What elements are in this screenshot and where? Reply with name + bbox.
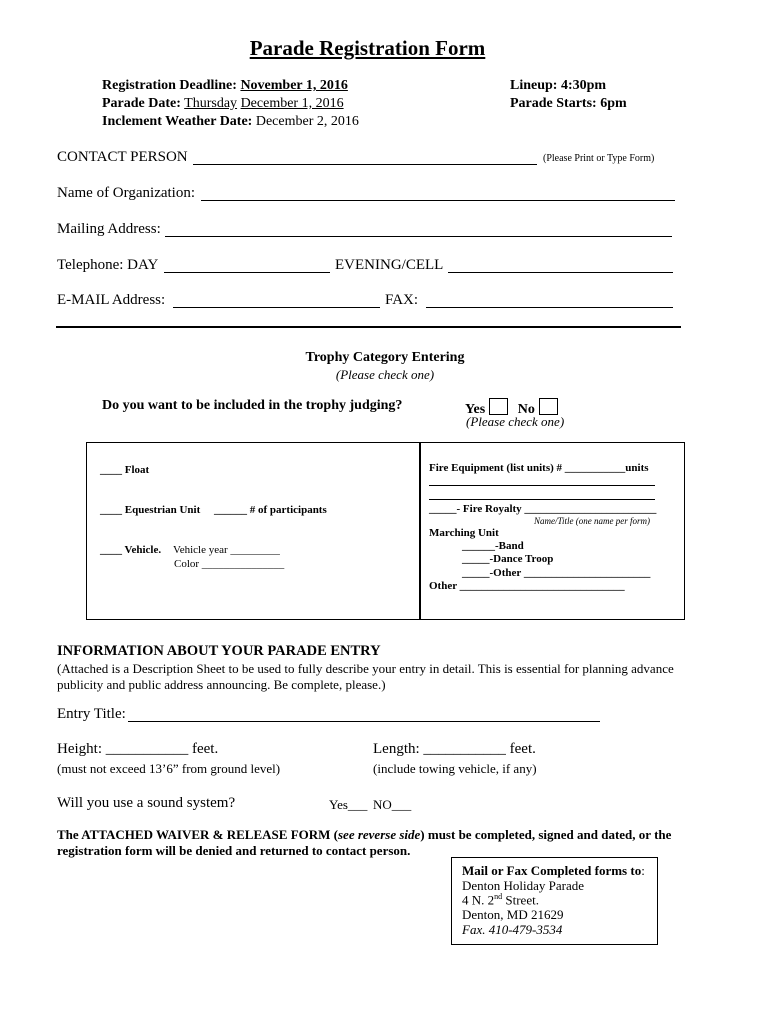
street-sup: nd — [494, 892, 503, 901]
category-float[interactable] — [100, 464, 149, 476]
yes-label: Yes — [465, 402, 486, 417]
length-field[interactable]: Length: ___________ feet. — [373, 741, 536, 757]
contact-note: (Please Print or Type Form) — [543, 153, 655, 164]
fire-equipment-line-2[interactable] — [429, 499, 655, 500]
parade-day: Thursday — [184, 96, 238, 111]
waiver-part-3: ) must be completed, signed and dated, or the — [420, 827, 672, 842]
mailing-address-field[interactable] — [165, 236, 672, 237]
marching-dance-troop[interactable]: _____-Dance Troop — [462, 553, 554, 565]
email-field[interactable] — [173, 307, 380, 308]
trophy-heading: Trophy Category Entering — [305, 350, 465, 365]
fire-royalty[interactable]: _____- Fire Royalty ________________________ — [429, 503, 657, 515]
no-checkbox[interactable] — [539, 398, 558, 415]
fire-royalty-note: Name/Title (one name per form) — [534, 516, 650, 526]
evening-cell-label: EVENING/CELL — [335, 257, 444, 273]
inclement-value: December 2, 2016 — [255, 114, 359, 129]
waiver-reverse-side: see reverse side — [337, 827, 421, 842]
no-label: No — [517, 402, 535, 417]
street-post: Street. — [502, 892, 539, 908]
fire-equipment[interactable]: Fire Equipment (list units) # ___________units — [429, 462, 649, 474]
organization-field[interactable] — [201, 200, 675, 201]
parade-start-time: Parade Starts: 6pm — [510, 96, 627, 111]
lineup-time: Lineup: 4:30pm — [510, 78, 607, 93]
inclement-weather-date — [102, 114, 359, 130]
category-other[interactable]: Other ______________________________ — [429, 580, 625, 592]
deadline-value: November 1, 2016 — [240, 78, 348, 93]
telephone-day-label: Telephone: DAY — [57, 257, 159, 273]
organization-label: Name of Organization: — [57, 185, 196, 201]
street-pre: 4 N. 2 — [462, 892, 495, 908]
marching-other[interactable]: _____-Other _______________________ — [462, 567, 651, 579]
marching-band[interactable]: ______-Band — [462, 540, 524, 552]
height-field[interactable]: Height: ___________ feet. — [57, 741, 219, 757]
deadline-label: Registration Deadline: — [102, 78, 237, 93]
sound-yes[interactable]: Yes___ — [329, 797, 368, 812]
contact-person-label: CONTACT PERSON — [57, 149, 188, 165]
fire-equipment-line-1[interactable] — [429, 485, 655, 486]
vehicle-year[interactable]: Vehicle year _________ — [173, 544, 280, 556]
length-note: (include towing vehicle, if any) — [373, 761, 537, 776]
mail-line-2 — [462, 892, 539, 908]
info-description-1: (Attached is a Description Sheet to be used to fully describe your entry in detail. This is essential for planning advance — [57, 661, 674, 676]
mail-line-3: Denton, MD 21629 — [462, 907, 564, 922]
section-divider — [56, 326, 681, 328]
mailing-address-label: Mailing Address: — [57, 221, 161, 237]
fax-label: FAX: — [385, 292, 419, 308]
float-label: ____ Float — [100, 464, 150, 476]
inclement-label: Inclement Weather Date: — [102, 114, 253, 129]
mail-fax: Fax. 410-479-3534 — [462, 922, 563, 937]
trophy-check-one-2: (Please check one) — [466, 414, 565, 429]
telephone-day-field[interactable] — [164, 272, 330, 273]
waiver-part-1: The ATTACHED WAIVER & RELEASE FORM ( — [57, 827, 338, 842]
mail-heading — [462, 863, 645, 879]
waiver-text-1 — [57, 827, 680, 843]
parade-date-label: Parade Date: — [102, 96, 181, 111]
marching-unit: Marching Unit — [429, 527, 499, 539]
yes-checkbox[interactable] — [489, 398, 508, 415]
trophy-question: Do you want to be included in the trophy judging? — [102, 398, 403, 413]
category-equestrian[interactable]: ____ Equestrian Unit — [100, 504, 201, 516]
entry-title-label: Entry Title: — [57, 706, 126, 722]
registration-deadline — [102, 78, 348, 94]
category-vehicle[interactable]: ____ Vehicle. — [100, 544, 162, 556]
equestrian-participants[interactable]: ______ # of participants — [214, 504, 327, 516]
fax-field[interactable] — [426, 307, 673, 308]
evening-cell-field[interactable] — [448, 272, 673, 273]
email-label: E-MAIL Address: — [57, 292, 166, 308]
mail-line-1: Denton Holiday Parade — [462, 878, 585, 893]
info-heading: INFORMATION ABOUT YOUR PARADE ENTRY — [57, 643, 381, 659]
page-title: Parade Registration Form — [249, 36, 486, 60]
waiver-text-2: registration form will be denied and returned to contact person. — [57, 843, 411, 858]
height-note: (must not exceed 13’6” from ground level) — [57, 761, 281, 776]
contact-person-field[interactable] — [193, 164, 537, 165]
sound-no[interactable]: NO___ — [373, 797, 412, 812]
parade-date-value: December 1, 2016 — [240, 96, 344, 111]
vehicle-color[interactable]: Color _______________ — [174, 558, 285, 570]
mail-heading-text: Mail or Fax Completed forms to — [462, 863, 642, 878]
sound-system-question: Will you use a sound system? — [57, 795, 236, 811]
info-description-2: publicity and public address announcing. Be complete, please.) — [57, 677, 386, 692]
trophy-check-one: (Please check one) — [335, 367, 435, 382]
parade-date — [102, 96, 344, 112]
mail-heading-colon: : — [641, 863, 645, 878]
entry-title-field[interactable] — [128, 721, 600, 722]
